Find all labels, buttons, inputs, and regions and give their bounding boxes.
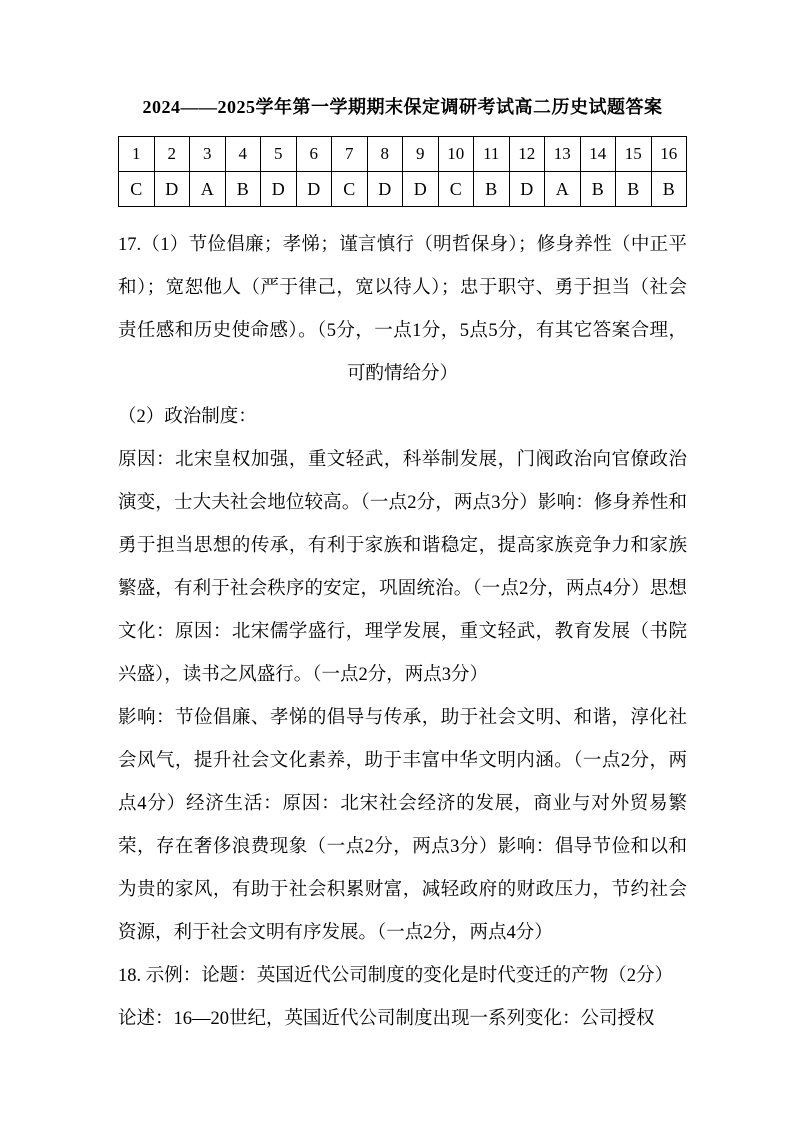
answer-letter-cell: D [296, 172, 332, 207]
answer-letter-cell: B [225, 172, 261, 207]
question-number-cell: 7 [332, 137, 368, 172]
question-number-cell: 4 [225, 137, 261, 172]
answer-letter-cell: B [616, 172, 652, 207]
question-number-cell: 12 [509, 137, 545, 172]
question-number-cell: 1 [119, 137, 155, 172]
page-title: 2024——2025学年第一学期期末保定调研考试高二历史试题答案 [142, 97, 663, 117]
question-number-cell: 11 [474, 137, 510, 172]
question-number-cell: 8 [367, 137, 403, 172]
question-number-cell: 3 [190, 137, 226, 172]
question-number-cell: 5 [261, 137, 297, 172]
question-number-cell: 6 [296, 137, 332, 172]
answer-letter-row [119, 172, 687, 207]
question-number-cell: 14 [580, 137, 616, 172]
question-number-cell: 9 [403, 137, 439, 172]
answer-letter-cell: C [332, 172, 368, 207]
answer-letter-cell: D [261, 172, 297, 207]
q17-part2-culture-economy-paragraph: 影响：节俭倡廉、孝悌的倡导与传承，助于社会文明、和谐，淳化社会风气，提升社会文化素养，助于丰富中华文明内涵。（一点2分，两点4分）经济生活：原因：北宋社会经济的发展，商业与对外贸易繁荣，存在奢侈浪费现象（一点2分，两点3分）影响：倡导节俭和以和为贵的家风，有助于社会积累财富，减轻政府的财政压力，节约社会资源，利于社会文明有序发展。（一点2分，两点4分） [118, 708, 687, 943]
answer-letter-cell: D [154, 172, 190, 207]
answer-key-table [118, 136, 687, 207]
question-number-row [119, 137, 687, 172]
answer-letter-cell: C [438, 172, 474, 207]
question-number-cell: 10 [438, 137, 474, 172]
question-number-cell: 2 [154, 137, 190, 172]
q17-part2-causes-effects-paragraph: 原因：北宋皇权加强，重文轻武，科举制发展，门阀政治向官僚政治演变，士大夫社会地位较高。（一点2分，两点3分）影响：修身养性和勇于担当思想的传承，有利于家族和谐稳定，提高家族竞争力和家族繁盛，有利于社会秩序的安定，巩固统治。（一点2分，两点4分）思想文化：原因：北宋儒学盛行，理学发展，重文轻武，教育发展（书院兴盛），读书之风盛行。（一点2分，两点3分） [118, 450, 687, 685]
answer-letter-cell: B [651, 172, 687, 207]
q17-part2-heading: （2）政治制度： [118, 407, 257, 427]
answer-letter-cell: A [545, 172, 581, 207]
q18-thesis-line: 18. 示例：论题：英国近代公司制度的变化是时代变迁的产物（2分） [118, 966, 674, 986]
answer-letter-cell: A [190, 172, 226, 207]
answer-letter-cell: B [580, 172, 616, 207]
question-number-cell: 16 [651, 137, 687, 172]
answer-letter-cell: B [474, 172, 510, 207]
answer-letter-cell: D [509, 172, 545, 207]
q18-argument-line: 论述：16—20世纪，英国近代公司制度出现一系列变化：公司授权 [118, 1009, 655, 1029]
question-number-cell: 13 [545, 137, 581, 172]
answer-letter-cell: C [119, 172, 155, 207]
q17-part1-paragraph: 17.（1）节俭倡廉；孝悌；谨言慎行（明哲保身）；修身养性（中正平和）；宽恕他人（严于律己，宽以待人）；忠于职守、勇于担当（社会责任感和历史使命感）。（5分，一点1分，5点5分，有其它答案合理，可酌情给分） [118, 235, 687, 384]
answer-letter-cell: D [403, 172, 439, 207]
answer-letter-cell: D [367, 172, 403, 207]
question-number-cell: 15 [616, 137, 652, 172]
